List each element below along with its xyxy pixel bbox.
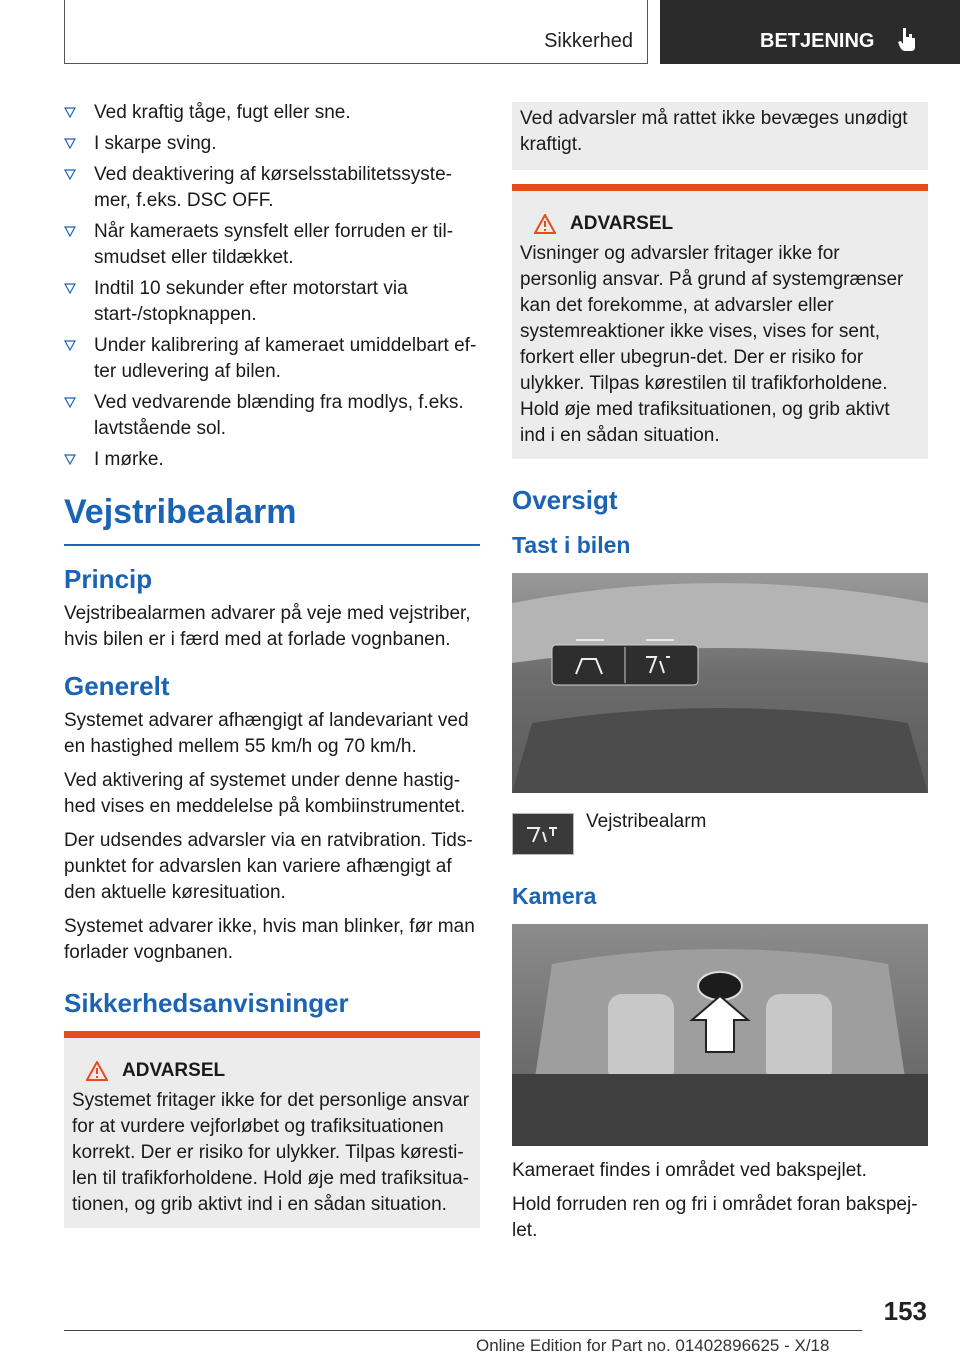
princip-text: Vejstribealarmen advarer på veje med vejstriber, hvis bilen er i færd med at forlade vognbanen. [64,603,471,650]
kamera-heading: Kamera [512,883,597,909]
warning-box [64,1031,480,1228]
triangle-bullet-icon [64,282,76,294]
list-item: Ved vedvarende blænding fra modlys, f.eks. lavtstående sol. [64,390,480,442]
triangle-bullet-icon [64,137,76,149]
right-column [512,100,928,1252]
generelt-paragraph: Ved aktivering af systemet under denne hastig-hed vises en meddelelse på kombiinstrumentet. [64,770,466,817]
list-item: I mørke. [64,447,480,473]
camera-location-photo [512,924,928,1146]
list-item: Ved deaktivering af kørselsstabilitetssyste-mer, f.eks. DSC OFF. [64,162,480,214]
header-chapter-tab [660,0,960,64]
list-item: Indtil 10 sekunder efter motorstart via start-/stopknappen. [64,276,480,328]
triangle-bullet-icon [64,225,76,237]
list-item: Når kameraets synsfelt eller forruden er til-smudset eller tildækket. [64,219,480,271]
button-panel-photo [512,573,928,793]
warning-box [512,184,928,459]
warning-triangle-icon [86,1061,108,1081]
chapter-heading: Vejstribealarm [64,493,480,546]
oversigt-heading: Oversigt [512,485,618,515]
header-section-tab [64,0,648,64]
warning-text: Systemet fritager ikke for det personlige ansvar for at vurdere vejforløbet og trafiksituationen korrekt. Der er risiko for ulykker. Tilpas køresti-len til trafikforholdene. Hold øje med trafiksitua-tionen, og grib aktivt ind i en sådan situation. [72,1090,470,1215]
warning-title: ADVARSEL [122,1060,226,1081]
triangle-bullet-icon [64,453,76,465]
footer-divider [64,1330,862,1331]
footer-edition: Online Edition for Part no. 01402896625 - X/18 [476,1336,830,1355]
kamera-paragraph: Kameraet findes i området ved bakspejlet. [512,1160,867,1181]
warning-triangle-icon [534,214,556,234]
hand-pointer-icon [896,26,918,57]
generelt-heading: Generelt [64,671,170,701]
section-title: Sikkerhed [544,30,633,52]
left-column [64,100,480,1228]
kamera-paragraph: Hold forruden ren og fri i området foran bakspej-let. [512,1194,918,1241]
generelt-paragraph: Der udsendes advarsler via en ratvibration. Tids-punktet for advarslen kan variere afhængigt af den aktuelle køresituation. [64,830,473,903]
triangle-bullet-icon [64,396,76,408]
icon-label: Vejstribealarm [586,811,707,832]
warning-title: ADVARSEL [570,213,674,234]
princip-heading: Princip [64,564,153,594]
tast-heading: Tast i bilen [512,532,631,558]
triangle-bullet-icon [64,106,76,118]
generelt-paragraph: Systemet advarer afhængigt af landevariant ved en hastighed mellem 55 km/h og 70 km/h. [64,710,469,757]
note-box: Ved advarsler må rattet ikke bevæges unødigt kraftigt. [512,102,928,170]
chapter-title: BETJENING [760,30,875,52]
triangle-bullet-icon [64,168,76,180]
page-number: 153 [883,1296,927,1326]
list-item: I skarpe sving. [64,131,480,157]
sikkerhed-heading: Sikkerhedsanvisninger [64,988,349,1018]
lane-departure-icon [512,813,574,855]
list-item: Ved kraftig tåge, fugt eller sne. [64,100,480,126]
warning-text: Visninger og advarsler fritager ikke for personlig ansvar. På grund af systemgrænser kan det forekomme, at advarsler eller systemreaktioner ikke vises, vises for sent, forkert eller ubegrun-det. Der er risiko for ulykker. Tilpas kørestilen til trafikforholdene. Hold øje med trafiksituationen, og grib aktivt ind i en sådan situation. [520,243,904,446]
triangle-bullet-icon [64,339,76,351]
list-item: Under kalibrering af kameraet umiddelbart ef-ter udlevering af bilen. [64,333,480,385]
generelt-paragraph: Systemet advarer ikke, hvis man blinker, før man forlader vognbanen. [64,916,475,963]
condition-list [64,100,480,473]
